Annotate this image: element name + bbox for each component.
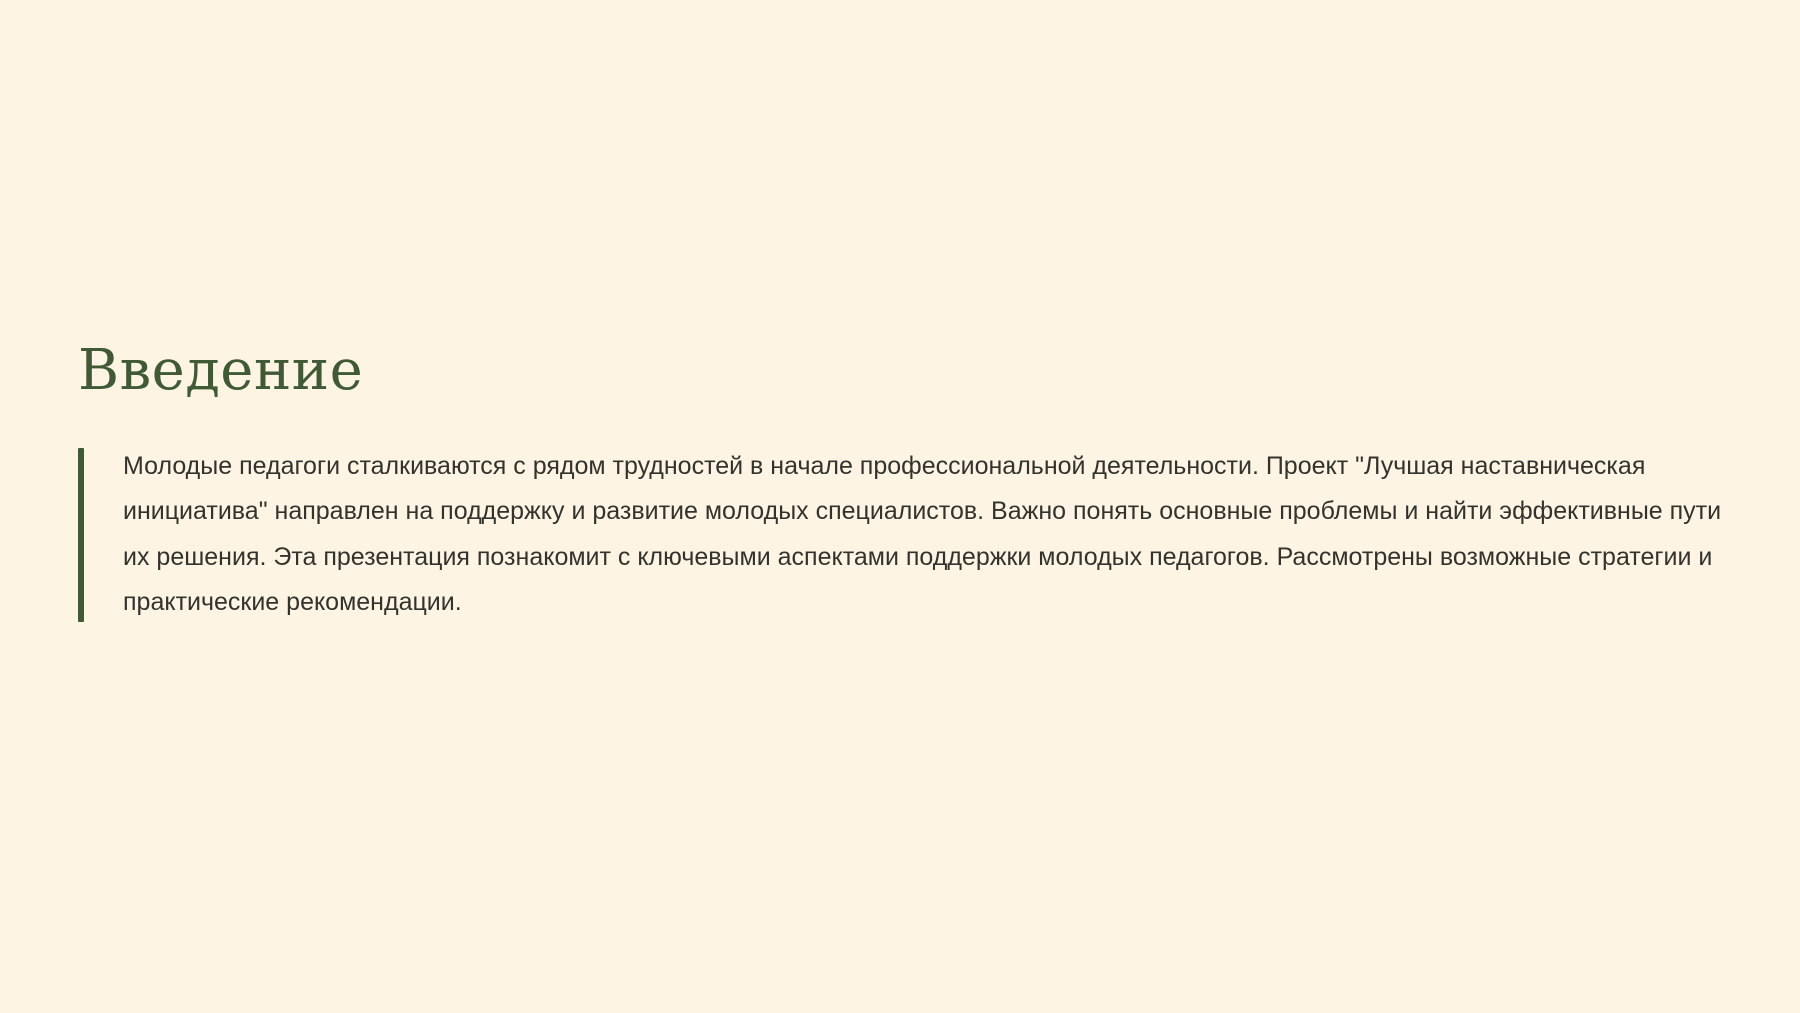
body-paragraph: Молодые педагоги сталкиваются с рядом трудностей в начале профессиональной деятельности. Проект "Лучшая наставническая инициатива" направлен на поддержку и развитие молодых специалистов. Важно понять основные проблемы и найти эффективные пути их решения. Эта презентация познакомит с ключевыми аспектами поддержки молодых педагогов. Рассмотрены возможные стратегии и практические рекомендации.	[123, 451, 1722, 617]
accent-bar	[78, 448, 84, 622]
slide-content	[78, 340, 1728, 626]
page-title: Введение	[78, 338, 364, 403]
body-block	[78, 444, 1728, 626]
